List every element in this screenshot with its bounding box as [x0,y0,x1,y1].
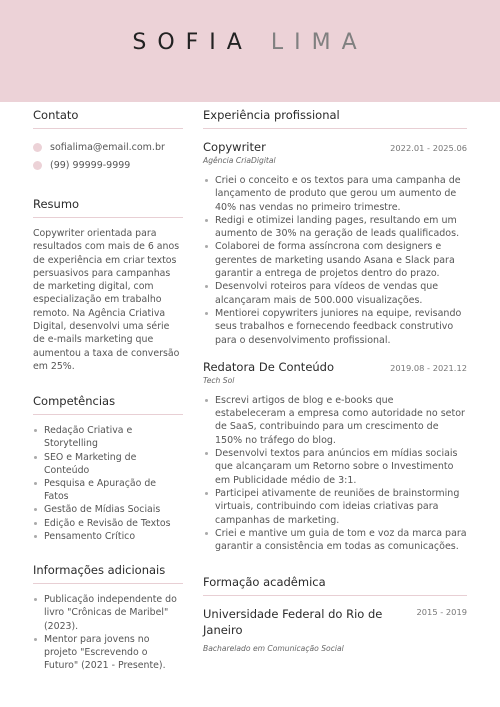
first-name: SOFIA [132,30,253,55]
job-bullet: Criei o conceito e os textos para uma campanha de lançamento de produto que gerou um aumento de 40% nas vendas no primeiro trimestre. [203,174,467,214]
job-header [203,140,467,154]
job-dates: 2019.08 - 2021.12 [390,362,467,373]
job-bullet: Participei ativamente de reuniões de brainstorming virtuais, contribuindo com ideias criativas para campanhas de marketing. [203,487,467,527]
job-bullet: Desenvolvi textos para anúncios em mídias sociais que alcançaram um Retorno sobre o Investimento em Publicidade médio de 3:1. [203,447,467,487]
phone-icon [33,161,42,170]
last-name: LIMA [270,30,368,55]
job-entry [203,360,467,554]
job-bullet: Criei e mantive um guia de tom e voz da marca para garantir a consistência em todas as comunicações. [203,527,467,554]
job-dates: 2022.01 - 2025.06 [390,143,467,153]
skill-item: Redação Criativa e Storytelling [33,424,183,450]
skill-item: Gestão de Mídias Sociais [33,503,183,516]
additional-list [33,593,183,672]
education-title: Formação acadêmica [203,575,467,596]
skill-item: SEO e Marketing de Conteúdo [33,451,183,477]
header-banner [0,0,500,102]
skills-section [33,394,183,543]
contact-email[interactable]: sofialima@email.com.br [50,141,165,153]
job-role: Redatora De Conteúdo [203,359,335,374]
skills-list [33,424,183,543]
education-header [203,607,467,638]
job-company: Tech Sol [203,375,235,385]
job-bullet: Escrevi artigos de blog e e-books que estabeleceram a empresa como autoridade no setor de SaaS, contribuindo para um crescimento de 150% no tráfego do blog. [203,394,467,447]
contact-title: Contato [33,108,183,129]
right-column [203,108,467,653]
candidate-name [0,30,500,55]
education-degree: Bacharelado em Comunicação Social [203,644,344,654]
additional-item: Mentor para jovens no projeto "Escrevendo o Futuro" (2021 - Presente). [33,633,183,673]
skill-item: Pensamento Crítico [33,530,183,543]
email-icon [33,143,42,152]
skills-title: Competências [33,394,183,415]
job-bullet: Mentiorei copywriters juniores na equipe, revisando seus trabalhos e fornecendo feedback construtivo para o desenvolvimento profissional. [203,307,467,347]
job-bullets [203,394,467,554]
job-bullets [203,174,467,347]
experience-title: Experiência profissional [203,108,467,129]
additional-title: Informações adicionais [33,563,183,584]
contact-section [33,108,183,174]
job-header [203,360,467,374]
additional-section [33,563,183,672]
education-school: Universidade Federal do Rio de Janeiro [203,607,383,637]
job-bullet: Redigi e otimizei landing pages, resultando em um aumento de 30% na geração de leads qualificados. [203,214,467,241]
contact-email-row [33,138,183,156]
job-company: Agência CriaDigital [203,156,276,165]
education-dates: 2015 - 2019 [416,607,467,618]
job-entry [203,140,467,347]
summary-title: Resumo [33,197,183,218]
job-role: Copywriter [203,140,266,154]
summary-text: Copywriter orientada para resultados com mais de 6 anos de experiência em criar textos persuasivos para campanhas de marketing digital, com especialização em trabalho remoto. Na Agência Criativa Digital, desenvolvi uma série de e-mails marketing que aumentou a taxa de conversão em 25%. [33,228,180,372]
education-section [203,575,467,653]
additional-item: Publicação independente do livro "Crônicas de Maribel" (2023). [33,593,183,633]
left-column [33,108,183,672]
skill-item: Pesquisa e Apuração de Fatos [33,477,183,503]
contact-phone[interactable]: (99) 99999-9999 [50,159,131,171]
job-bullet: Colaborei de forma assíncrona com designers e gerentes de marketing usando Asana e Slack para garantir a entrega de projetos dentro do prazo. [203,240,467,280]
experience-section [203,108,467,553]
contact-phone-row [33,156,183,174]
summary-section [33,197,183,373]
skill-item: Edição e Revisão de Textos [33,517,183,530]
job-bullet: Desenvolvi roteiros para vídeos de vendas que alcançaram mais de 500.000 visualizações. [203,280,467,307]
